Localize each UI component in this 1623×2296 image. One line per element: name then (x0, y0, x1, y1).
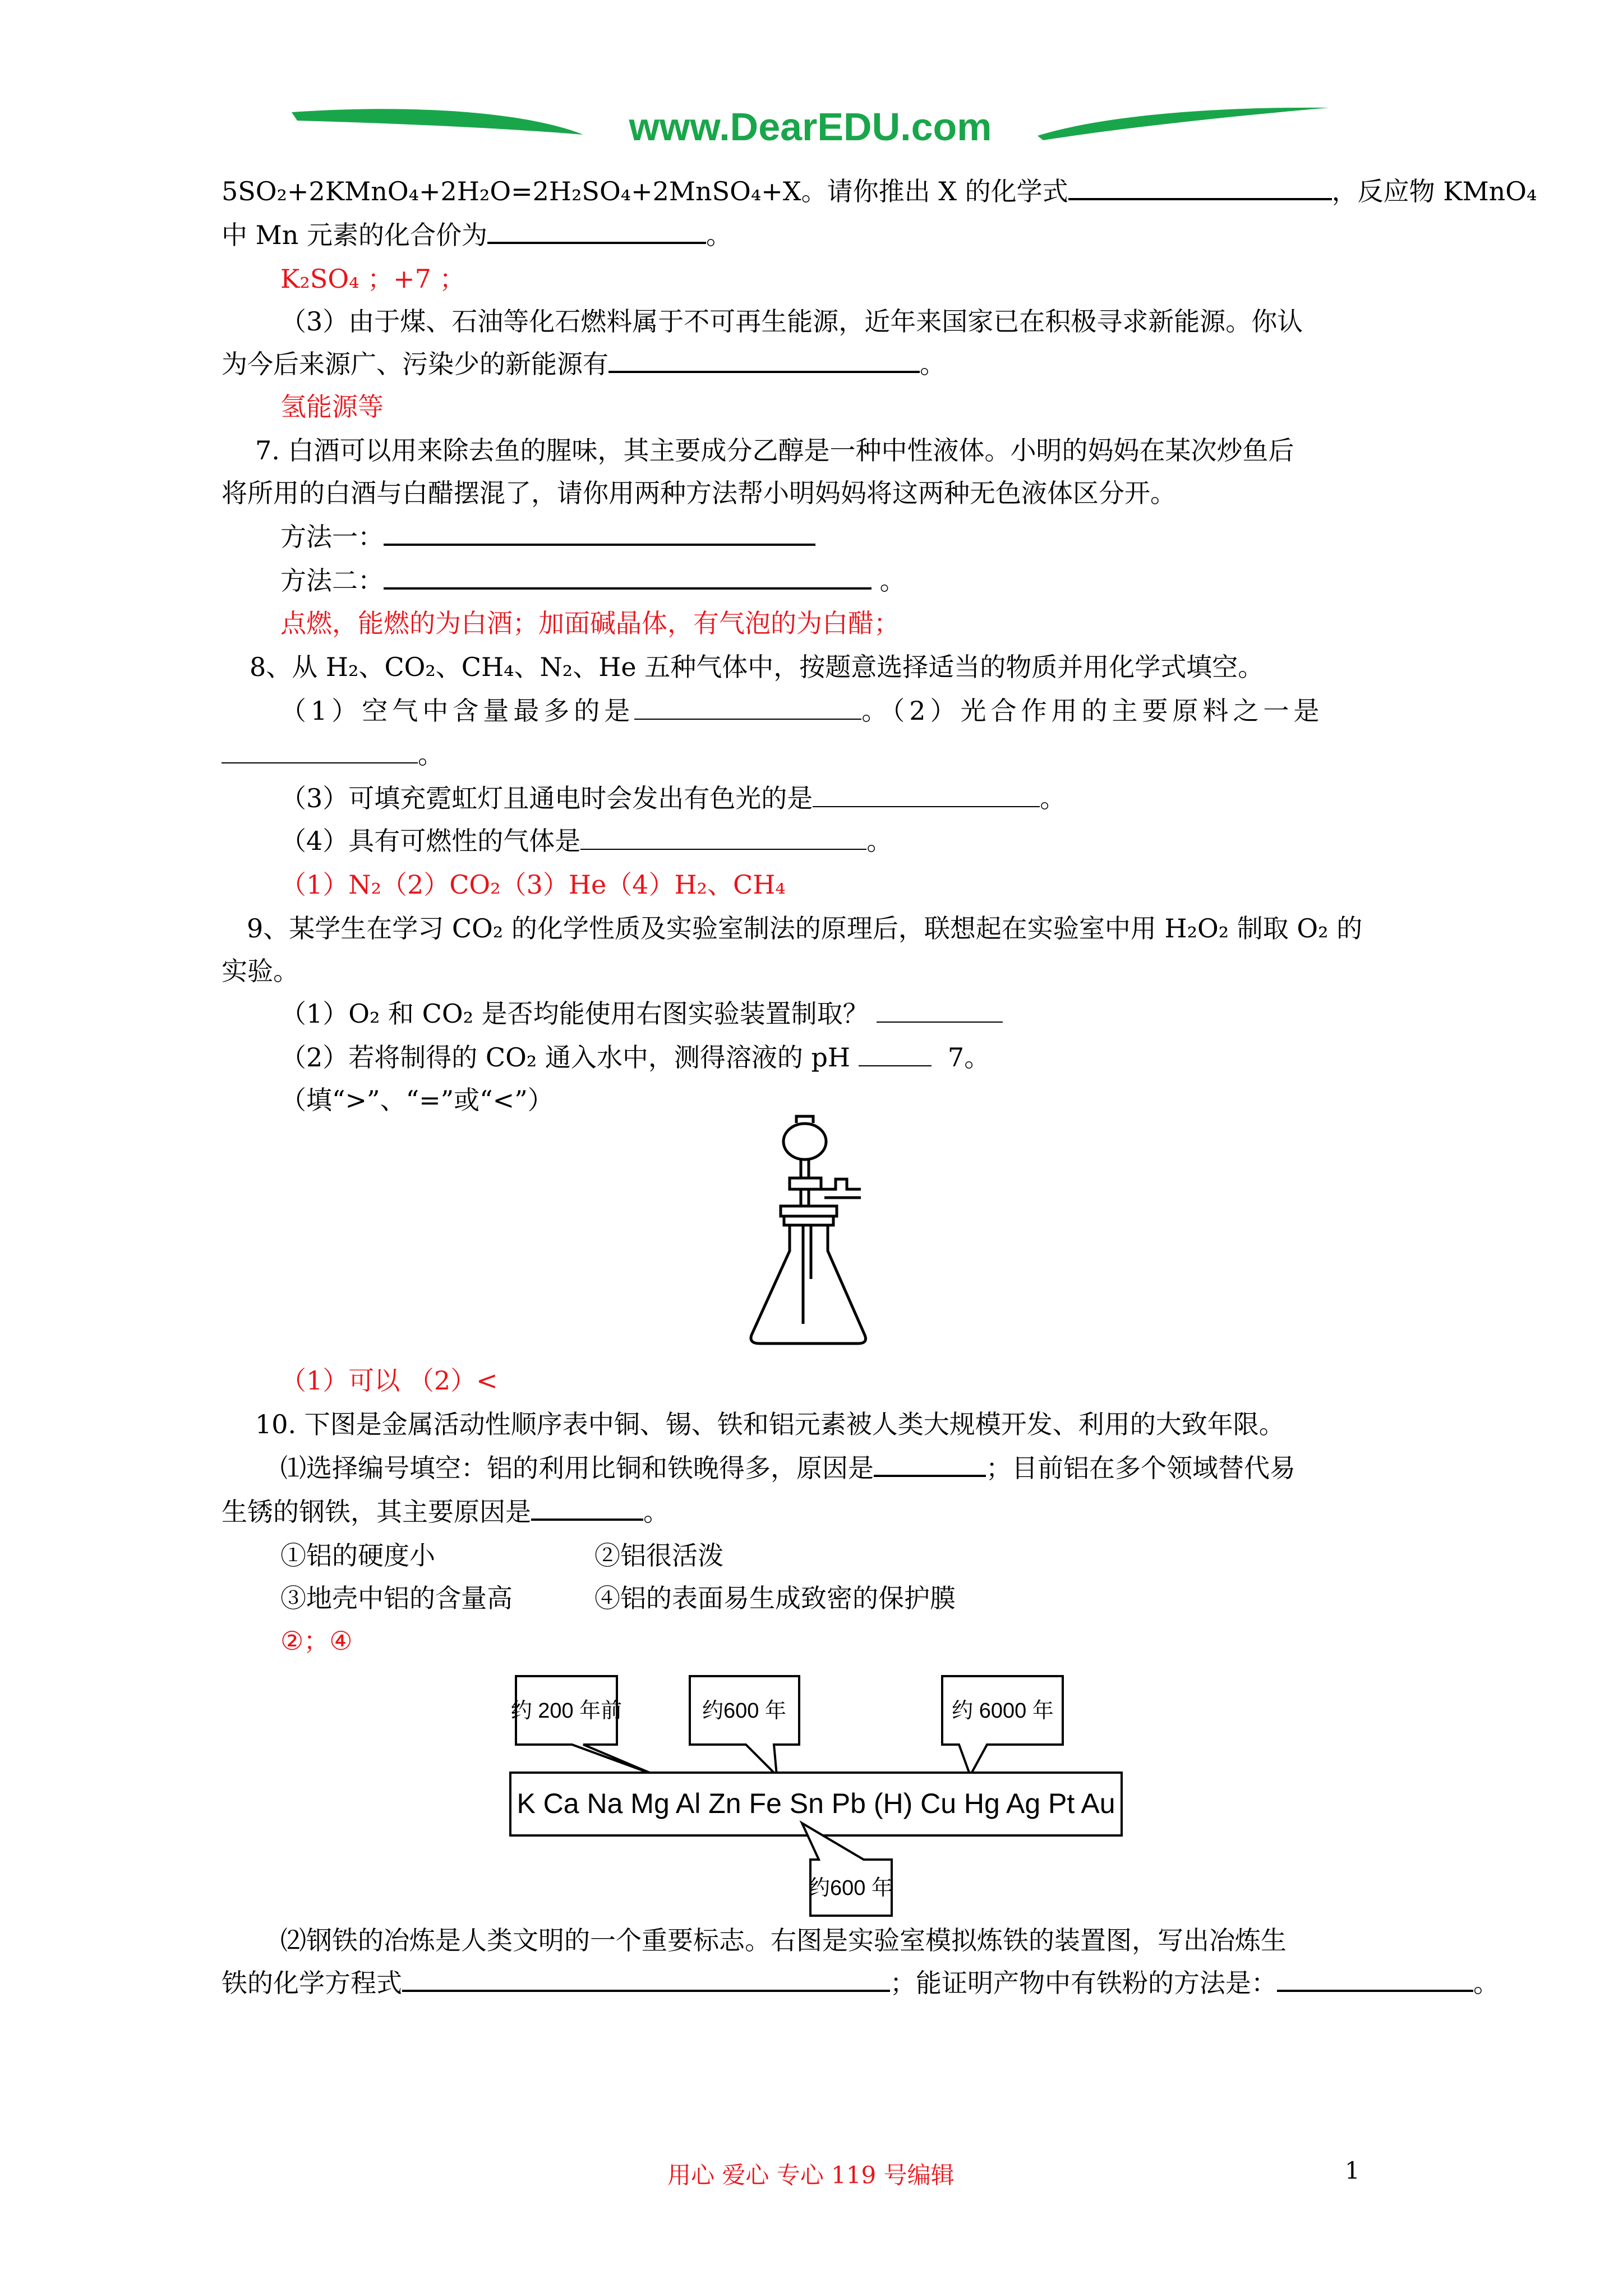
answer-3: 氢能源等 (280, 392, 384, 422)
method-2 (280, 561, 906, 600)
answer-blank (634, 693, 861, 720)
option-row-2 (280, 1579, 956, 1618)
q8-4-text: （4）具有可燃性的气体是 (280, 826, 581, 856)
q3b-text: 为今后来源广、污染少的新能源有 (222, 349, 608, 379)
question-8: 8、从 H₂、CO₂、CH₄、N₂、He 五种气体中，按题意选择适当的物质并用化学式填空。 (250, 652, 1264, 682)
answer-9: （1）可以 （2）< (280, 1365, 498, 1396)
logo-swoosh-left (292, 109, 583, 135)
flask-apparatus-figure (740, 1111, 909, 1352)
callout-600-years-top: 约600 年 (702, 1699, 786, 1723)
answer-10: ②；④ (280, 1626, 353, 1656)
answer-7: 点燃，能燃的为白酒；加面碱晶体，有气泡的为白醋； (280, 608, 900, 638)
answer-1: K₂SO₄ ；+7 ； (280, 264, 465, 294)
page-number: 1 (1345, 2157, 1360, 2184)
method-2-label: 方法二： (280, 565, 384, 596)
question-8-1b (222, 735, 444, 774)
valence-line (222, 215, 732, 255)
valence-text: 中 Mn 元素的化合价为 (222, 220, 487, 250)
q8-3-text: （3）可填充霓虹灯且通电时会发出有色光的是 (280, 783, 813, 813)
answer-blank (580, 823, 866, 850)
option-3: ③地壳中铝的含量高 (280, 1583, 513, 1613)
answer-blank (1068, 172, 1332, 200)
q10-1a-mid: ；目前铝在多个领域替代易 (986, 1453, 1295, 1483)
callout-200-years: 约 200 年前 (510, 1699, 623, 1723)
equation-tail: ，反应物 KMnO₄ (1331, 176, 1537, 206)
question-9-3: （填“>”、“=”或“<”） (280, 1085, 554, 1115)
question-8-4 (280, 821, 892, 861)
line-end: 。 (706, 220, 732, 250)
answer-8: （1）N₂（2）CO₂（3）He（4）H₂、CH₄ (280, 869, 786, 900)
q10-2b-mid: ；能证明产物中有铁粉的方法是： (890, 1968, 1277, 1998)
option-1: ①铝的硬度小 (280, 1540, 435, 1571)
answer-blank (384, 518, 815, 546)
callout-600-years-bottom: 约600 年 (809, 1876, 893, 1900)
line-end: 。 (866, 826, 893, 856)
line-end: 。 (920, 349, 946, 379)
line-end: 7。 (947, 1042, 990, 1073)
option-2: ②铝很活泼 (594, 1540, 723, 1571)
question-10-1b (222, 1492, 669, 1531)
option-4: ④铝的表面易生成致密的保护膜 (594, 1583, 956, 1613)
logo-text: www.DearEDU.com (629, 105, 992, 149)
answer-blank (487, 216, 706, 244)
question-8-3 (280, 779, 1066, 818)
q8-1-text: （1）空气中含量最多的是 (280, 696, 635, 726)
answer-blank (813, 780, 1040, 807)
question-9-1 (280, 994, 1003, 1033)
q10-2b-text: 铁的化学方程式 (222, 1968, 402, 1998)
line-end: 。 (1040, 783, 1066, 813)
question-8-1 (280, 691, 1324, 730)
metal-activity-diagram (505, 1660, 1155, 1918)
question-9a: 9、某学生在学习 CO₂ 的化学性质及实验室制法的原理后，联想起在实验室中用 H₂O₂ 制取 O₂ 的 (247, 913, 1363, 944)
question-3a: （3）由于煤、石油等化石燃料属于不可再生能源，近年来国家已在积极寻求新能源。你认 (280, 306, 1303, 337)
line-end: 。 (1473, 1968, 1499, 1998)
q9-1-text: （1）O₂ 和 CO₂ 是否均能使用右图实验装置制取？ (280, 999, 869, 1029)
callout-6000-years: 约 6000 年 (952, 1699, 1054, 1723)
question-10-2a: ⑵钢铁的冶炼是人类文明的一个重要标志。右图是实验室模拟炼铁的装置图，写出冶炼生 (280, 1925, 1287, 1955)
method-1-label: 方法一： (280, 522, 384, 552)
line-end: 。 (879, 565, 906, 596)
q8-2-text: 。（2）光合作用的主要原料之一是 (861, 696, 1324, 726)
answer-blank (384, 562, 872, 590)
line-end: 。 (418, 739, 444, 770)
method-1 (280, 517, 815, 556)
q10-1b-text: 生锈的钢铁，其主要原因是 (222, 1497, 531, 1527)
line-end: 。 (643, 1497, 669, 1527)
answer-blank (877, 996, 1003, 1023)
option-row-1 (280, 1536, 723, 1575)
question-10: 10. 下图是金属活动性顺序表中铜、锡、铁和铝元素被人类大规模开发、利用的大致年限。 (255, 1409, 1285, 1439)
answer-blank (608, 345, 920, 373)
question-7b: 将所用的白酒与白醋摆混了，请你用两种方法帮小明妈妈将这两种无色液体区分开。 (222, 478, 1176, 508)
answer-blank (222, 737, 418, 763)
equation-text: 5SO₂+2KMnO₄+2H₂O=2H₂SO₄+2MnSO₄+X。请你推出 X 的化学式 (222, 176, 1068, 206)
answer-blank (859, 1039, 932, 1066)
q10-1a-text: ⑴选择编号填空：铝的利用比铜和铁晚得多，原因是 (280, 1453, 874, 1483)
question-9-2 (280, 1038, 990, 1077)
answer-blank (1277, 1964, 1473, 1992)
equation-line (222, 172, 1537, 211)
header-logo (292, 90, 1329, 157)
q9-2-text: （2）若将制得的 CO₂ 通入水中，测得溶液的 pH (280, 1042, 851, 1073)
question-10-1a (280, 1448, 1295, 1488)
answer-blank (874, 1449, 986, 1477)
question-9b: 实验。 (222, 956, 299, 986)
answer-blank (531, 1493, 643, 1521)
question-3b (222, 344, 946, 384)
logo-swoosh-right (1038, 108, 1329, 140)
question-7a: 7. 白酒可以用来除去鱼的腥味，其主要成分乙醇是一种中性液体。小明的妈妈在某次炒鱼后 (255, 435, 1294, 466)
footer-text: 用心 爱心 专心 119 号编辑 (667, 2161, 955, 2189)
metal-series: K Ca Na Mg Al Zn Fe Sn Pb (H) Cu Hg Ag Pt Au (517, 1788, 1115, 1819)
question-10-2b (222, 1963, 1499, 2003)
answer-blank (402, 1964, 890, 1992)
